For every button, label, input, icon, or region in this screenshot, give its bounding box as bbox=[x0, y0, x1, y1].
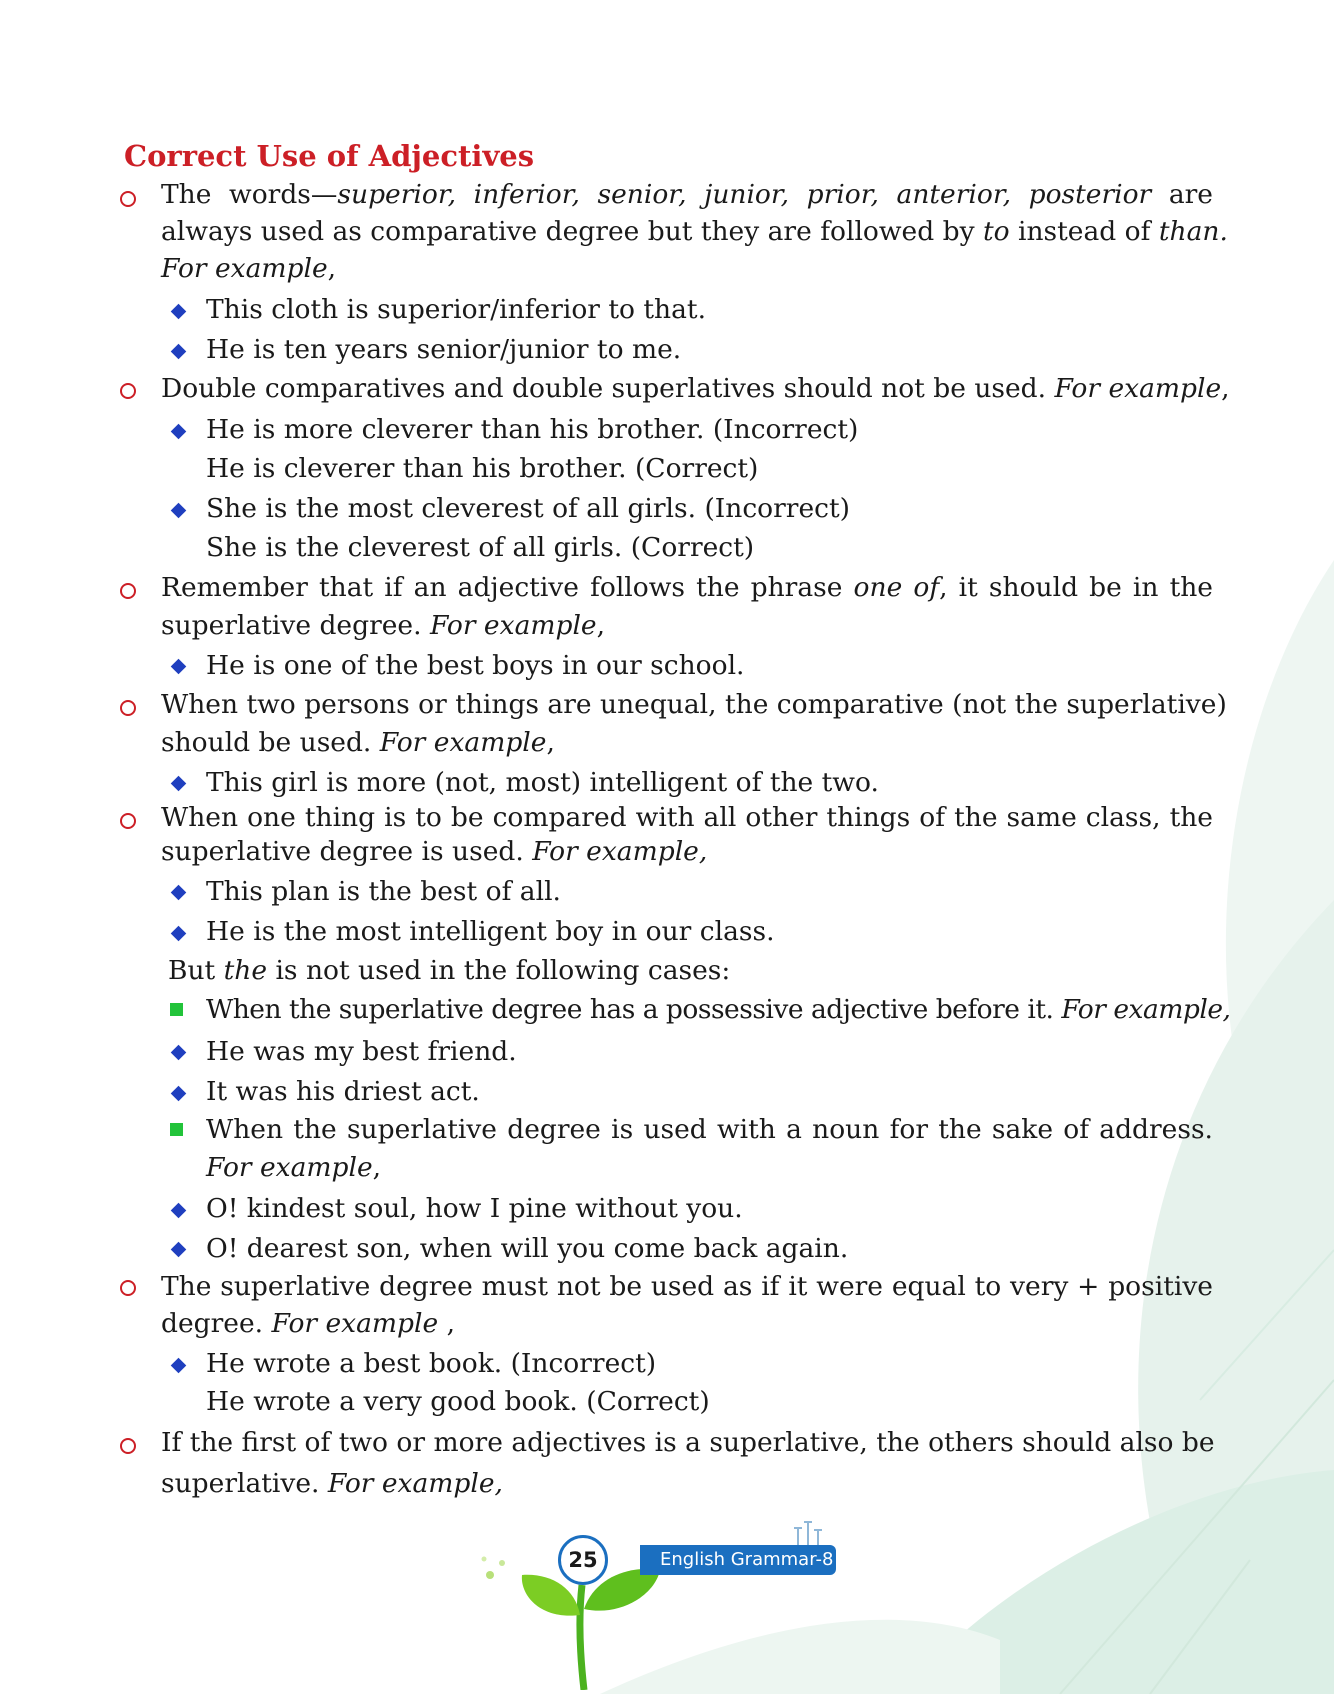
text-segment: , bbox=[546, 727, 555, 758]
bullet-diamond bbox=[171, 1045, 187, 1061]
bullet-circle bbox=[120, 813, 136, 829]
italic-text: For example, bbox=[532, 836, 708, 867]
italic-text: one of bbox=[853, 572, 940, 603]
bullet-diamond bbox=[171, 503, 187, 519]
text-segment: , it should be in the bbox=[939, 572, 1213, 603]
text-line bbox=[206, 492, 850, 526]
bullet-diamond bbox=[171, 926, 187, 942]
text-segment: This plan is the best of all. bbox=[206, 876, 561, 907]
book-title-label: English Grammar-8 bbox=[640, 1545, 836, 1575]
italic-text: For example bbox=[161, 253, 328, 284]
text-segment: When two persons or things are unequal, the comparative (not the superlative) bbox=[161, 689, 1227, 720]
text-line bbox=[161, 571, 1213, 605]
text-segment: He was my best friend. bbox=[206, 1036, 517, 1067]
text-line bbox=[206, 993, 1230, 1027]
bullet-circle bbox=[120, 700, 136, 716]
text-segment: When one thing is to be compared with all other things of the same class, the bbox=[161, 802, 1213, 833]
bullet-circle bbox=[120, 383, 136, 399]
text-segment: superlative degree is used. bbox=[161, 836, 533, 867]
text-line bbox=[206, 1192, 743, 1226]
text-line bbox=[206, 413, 858, 447]
italic-text: For example bbox=[206, 1152, 373, 1183]
text-segment: This girl is more (not, most) intelligent of the two. bbox=[206, 767, 879, 798]
text-line bbox=[161, 801, 1213, 835]
text-line bbox=[206, 531, 754, 565]
italic-text: For example bbox=[379, 727, 547, 758]
bullet-circle bbox=[120, 1438, 136, 1454]
text-line bbox=[206, 1113, 1213, 1147]
section-title: Correct Use of Adjectives bbox=[124, 139, 535, 173]
italic-text: than. bbox=[1158, 216, 1228, 247]
text-segment: are bbox=[1151, 179, 1213, 210]
windmill-icon bbox=[790, 1518, 830, 1548]
text-line bbox=[161, 1307, 455, 1341]
text-line bbox=[206, 293, 706, 327]
text-segment: The words— bbox=[161, 179, 338, 210]
text-line bbox=[206, 649, 744, 683]
text-segment: Remember that if an adjective follows the phrase bbox=[161, 572, 854, 603]
text-line bbox=[206, 333, 681, 367]
text-segment: , bbox=[372, 1152, 382, 1183]
text-segment: If the first of two or more adjectives is a superlative, the others should also be bbox=[161, 1427, 1215, 1458]
text-segment: When the superlative degree has a possessive adjective before it. bbox=[206, 994, 1062, 1025]
italic-text: the bbox=[223, 955, 268, 986]
text-segment: should be used. bbox=[161, 727, 380, 758]
bullet-diamond bbox=[171, 1242, 187, 1258]
text-segment: instead of bbox=[1009, 216, 1159, 247]
italic-text: For example, bbox=[1061, 994, 1231, 1025]
bullet-diamond bbox=[171, 1086, 187, 1102]
italic-text: For example, bbox=[327, 1468, 503, 1499]
bullet-diamond bbox=[171, 1203, 187, 1219]
text-line bbox=[161, 835, 707, 869]
text-line bbox=[206, 915, 775, 949]
bullet-square bbox=[170, 1003, 183, 1016]
text-segment: This cloth is superior/inferior to that. bbox=[206, 294, 706, 325]
bullet-diamond bbox=[171, 424, 187, 440]
bullet-diamond bbox=[171, 659, 187, 675]
italic-text: For example bbox=[429, 610, 597, 641]
italic-text: to bbox=[982, 216, 1010, 247]
text-line bbox=[161, 609, 605, 643]
text-segment: She is the most cleverest of all girls. (Incorrect) bbox=[206, 493, 850, 524]
bullet-diamond bbox=[171, 885, 187, 901]
text-segment: superlative. bbox=[161, 1468, 328, 1499]
bullet-circle bbox=[120, 1280, 136, 1296]
text-segment: He is the most intelligent boy in our class. bbox=[206, 916, 775, 947]
text-segment: He is more cleverer than his brother. (Incorrect) bbox=[206, 414, 859, 445]
text-line bbox=[161, 688, 1227, 722]
italic-text: For example bbox=[271, 1308, 439, 1339]
text-line bbox=[206, 452, 758, 486]
text-segment: , bbox=[438, 1308, 456, 1339]
bullet-circle bbox=[120, 191, 136, 207]
text-line bbox=[161, 252, 336, 286]
text-segment: degree. bbox=[161, 1308, 272, 1339]
text-segment: He is ten years senior/junior to me. bbox=[206, 334, 682, 365]
text-line bbox=[161, 372, 1230, 406]
text-line bbox=[206, 1035, 517, 1069]
text-segment: , bbox=[596, 610, 606, 641]
text-segment: He is cleverer than his brother. (Correct) bbox=[206, 453, 759, 484]
bullet-square bbox=[170, 1123, 183, 1136]
text-segment: He is one of the best boys in our school. bbox=[206, 650, 745, 681]
text-line bbox=[206, 1347, 656, 1381]
text-segment: She is the cleverest of all girls. (Correct) bbox=[206, 532, 755, 563]
text-line bbox=[161, 1426, 1213, 1460]
text-line bbox=[161, 215, 1228, 249]
text-line bbox=[168, 954, 730, 988]
italic-text: superior, inferior, senior, junior, prior, anterior, posterior bbox=[337, 179, 1152, 210]
text-segment: But bbox=[168, 955, 224, 986]
text-line bbox=[206, 1232, 848, 1266]
text-segment: , bbox=[1221, 373, 1230, 404]
text-segment: is not used in the following cases: bbox=[267, 955, 731, 986]
text-segment: , bbox=[327, 253, 337, 284]
bullet-diamond bbox=[171, 1358, 187, 1374]
bullet-diamond bbox=[171, 776, 187, 792]
text-segment: It was his driest act. bbox=[206, 1076, 480, 1107]
text-segment: He wrote a very good book. (Correct) bbox=[206, 1386, 710, 1417]
text-line bbox=[206, 766, 879, 800]
text-line bbox=[206, 1385, 710, 1419]
text-segment: The superlative degree must not be used as if it were equal to very + positive bbox=[161, 1271, 1213, 1302]
text-line bbox=[206, 1075, 480, 1109]
text-segment: superlative degree. bbox=[161, 610, 430, 641]
text-segment: O! dearest son, when will you come back again. bbox=[206, 1233, 849, 1264]
text-line bbox=[161, 178, 1213, 212]
text-line bbox=[206, 875, 561, 909]
bullet-circle bbox=[120, 583, 136, 599]
text-segment: When the superlative degree is used with a noun for the sake of address. bbox=[206, 1114, 1213, 1145]
text-segment: Double comparatives and double superlatives should not be used. bbox=[161, 373, 1055, 404]
text-line bbox=[161, 726, 555, 760]
text-line bbox=[161, 1270, 1213, 1304]
text-line bbox=[161, 1467, 503, 1501]
bullet-diamond bbox=[171, 304, 187, 320]
text-segment: always used as comparative degree but they are followed by bbox=[161, 216, 983, 247]
text-segment: He wrote a best book. (Incorrect) bbox=[206, 1348, 657, 1379]
text-segment: O! kindest soul, how I pine without you. bbox=[206, 1193, 743, 1224]
page-number: 25 bbox=[558, 1535, 608, 1585]
italic-text: For example bbox=[1054, 373, 1222, 404]
bullet-diamond bbox=[171, 344, 187, 360]
text-line bbox=[206, 1151, 381, 1185]
